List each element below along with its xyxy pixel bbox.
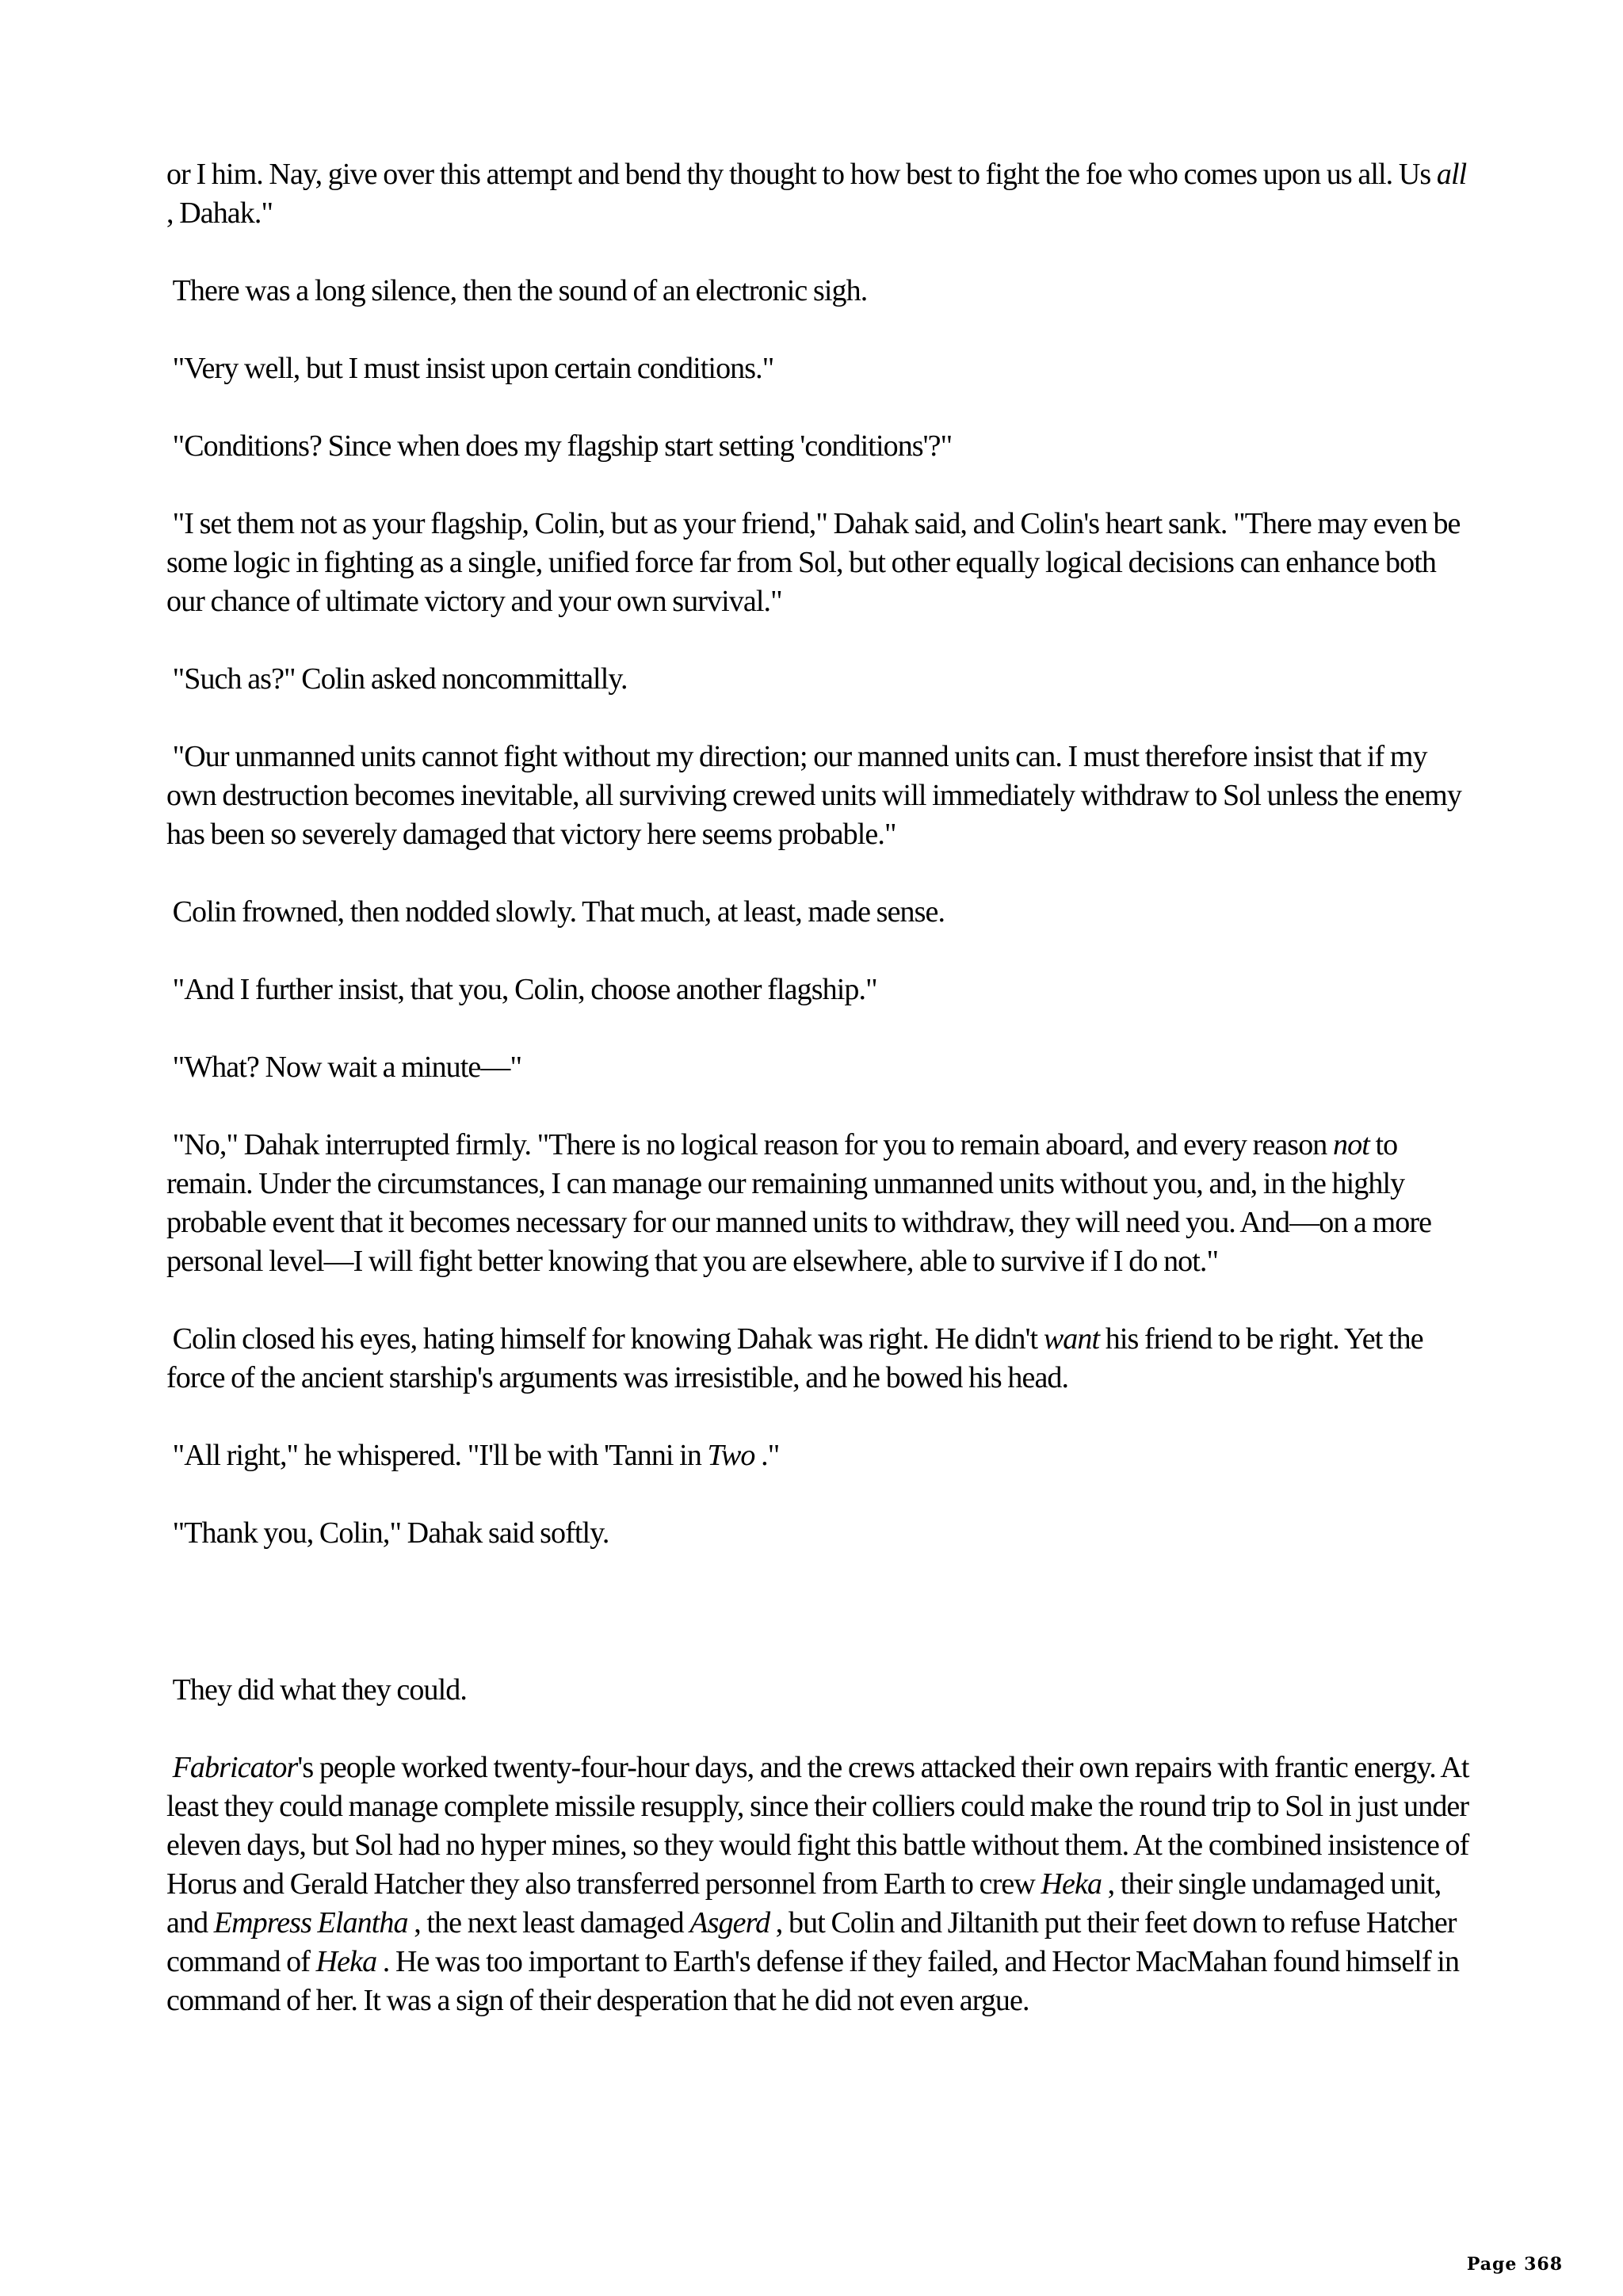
paragraph xyxy=(166,272,1474,311)
paragraph xyxy=(166,1749,1474,2020)
text-run: "Very well, but I must insist upon certain conditions." xyxy=(166,352,774,385)
paragraph xyxy=(166,738,1474,854)
text-run: , their single undamaged unit, and xyxy=(166,1867,1447,1939)
italic-text: want xyxy=(1043,1322,1100,1356)
italic-text: Fabricator xyxy=(172,1751,298,1784)
page-number: Page 368 xyxy=(1466,2254,1563,2275)
text-run: , the next least damaged xyxy=(407,1906,690,1939)
paragraph xyxy=(166,660,1474,699)
text-run: "I set them not as your flagship, Colin, but as your friend," Dahak said, and Colin's heart sank. "There may even be some logic in fighting as a single, unified force far from Sol, but other equally logical decisions can enhance both our chance of ultimate victory and your own survival." xyxy=(166,507,1467,618)
paragraph xyxy=(166,1436,1474,1475)
text-run: to remain. Under the circumstances, I can manage our remaining unmanned units without you, and, in the highly probable event that it becomes necessary for our manned units to withdraw, they will need you. And—on a more personal level—I will fight better knowing that you are elsewhere, able to survive if I do not." xyxy=(166,1128,1438,1278)
text-run: "Thank you, Colin," Dahak said softly. xyxy=(166,1516,609,1550)
paragraph xyxy=(166,893,1474,932)
paragraph xyxy=(166,155,1474,233)
text-run: Colin frowned, then nodded slowly. That much, at least, made sense. xyxy=(166,895,945,929)
italic-text: not xyxy=(1333,1128,1369,1161)
paragraph xyxy=(166,1320,1474,1398)
text-run xyxy=(166,1751,173,1784)
italic-text: Two xyxy=(707,1439,755,1472)
text-run: 's people worked twenty-four-hour days, and the crews attacked their own repairs with frantic energy. At least they could manage complete missile resupply, since their colliers could make the round trip to Sol in just under eleven days, but Sol had no hyper mines, so they would fight this battle without them. At the combined insistence of Horus and Gerald Hatcher they also transferred personnel from Earth to crew xyxy=(166,1751,1476,1901)
page-body xyxy=(166,155,1474,2059)
text-run: "Conditions? Since when does my flagship start setting 'conditions'?" xyxy=(166,429,953,463)
italic-text: Heka xyxy=(1041,1867,1102,1901)
text-run: ." xyxy=(754,1439,780,1472)
text-run: his friend to be right. Yet the force of the ancient starship's arguments was irresistible, and he bowed his head. xyxy=(166,1322,1430,1394)
section-break xyxy=(166,1592,1474,1671)
text-run: "What? Now wait a minute—" xyxy=(166,1051,522,1084)
paragraph xyxy=(166,971,1474,1009)
text-run: , Dahak." xyxy=(166,158,1472,230)
text-run: They did what they could. xyxy=(166,1673,467,1707)
italic-text: Asgerd xyxy=(689,1906,770,1939)
text-run: "No," Dahak interrupted firmly. "There is no logical reason for you to remain aboard, and every reason xyxy=(166,1128,1333,1161)
italic-text: Empress Elantha xyxy=(213,1906,408,1939)
text-run: , but Colin and Jiltanith put their feet down to refuse Hatcher command of xyxy=(166,1906,1463,1978)
text-run: . He was too important to Earth's defense if they failed, and Hector MacMahan found himself in command of her. It was a sign of their desperation that he did not even argue. xyxy=(166,1945,1465,2017)
paragraph xyxy=(166,1126,1474,1281)
paragraph xyxy=(166,1671,1474,1710)
text-run: "And I further insist, that you, Colin, choose another flagship." xyxy=(166,973,877,1006)
text-run: "All right," he whispered. "I'll be with 'Tanni in xyxy=(166,1439,708,1472)
paragraph xyxy=(166,427,1474,466)
text-run: or I him. Nay, give over this attempt and bend thy thought to how best to fight the foe who comes upon us all. Us xyxy=(166,158,1437,191)
text-run: "Our unmanned units cannot fight without my direction; our manned units can. I must therefore insist that if my own destruction becomes inevitable, all surviving crewed units will immediately withdraw to Sol unless the enemy has been so severely damaged that victory here seems probable." xyxy=(166,740,1468,851)
paragraph xyxy=(166,1514,1474,1553)
text-run: "Such as?" Colin asked noncommittally. xyxy=(166,662,628,696)
paragraph xyxy=(166,349,1474,388)
text-run: There was a long silence, then the sound of an electronic sigh. xyxy=(166,274,868,307)
italic-text: Heka xyxy=(315,1945,377,1978)
paragraph xyxy=(166,1048,1474,1087)
paragraph xyxy=(166,505,1474,621)
italic-text: all xyxy=(1436,158,1467,191)
text-run: Colin closed his eyes, hating himself for knowing Dahak was right. He didn't xyxy=(166,1322,1044,1356)
